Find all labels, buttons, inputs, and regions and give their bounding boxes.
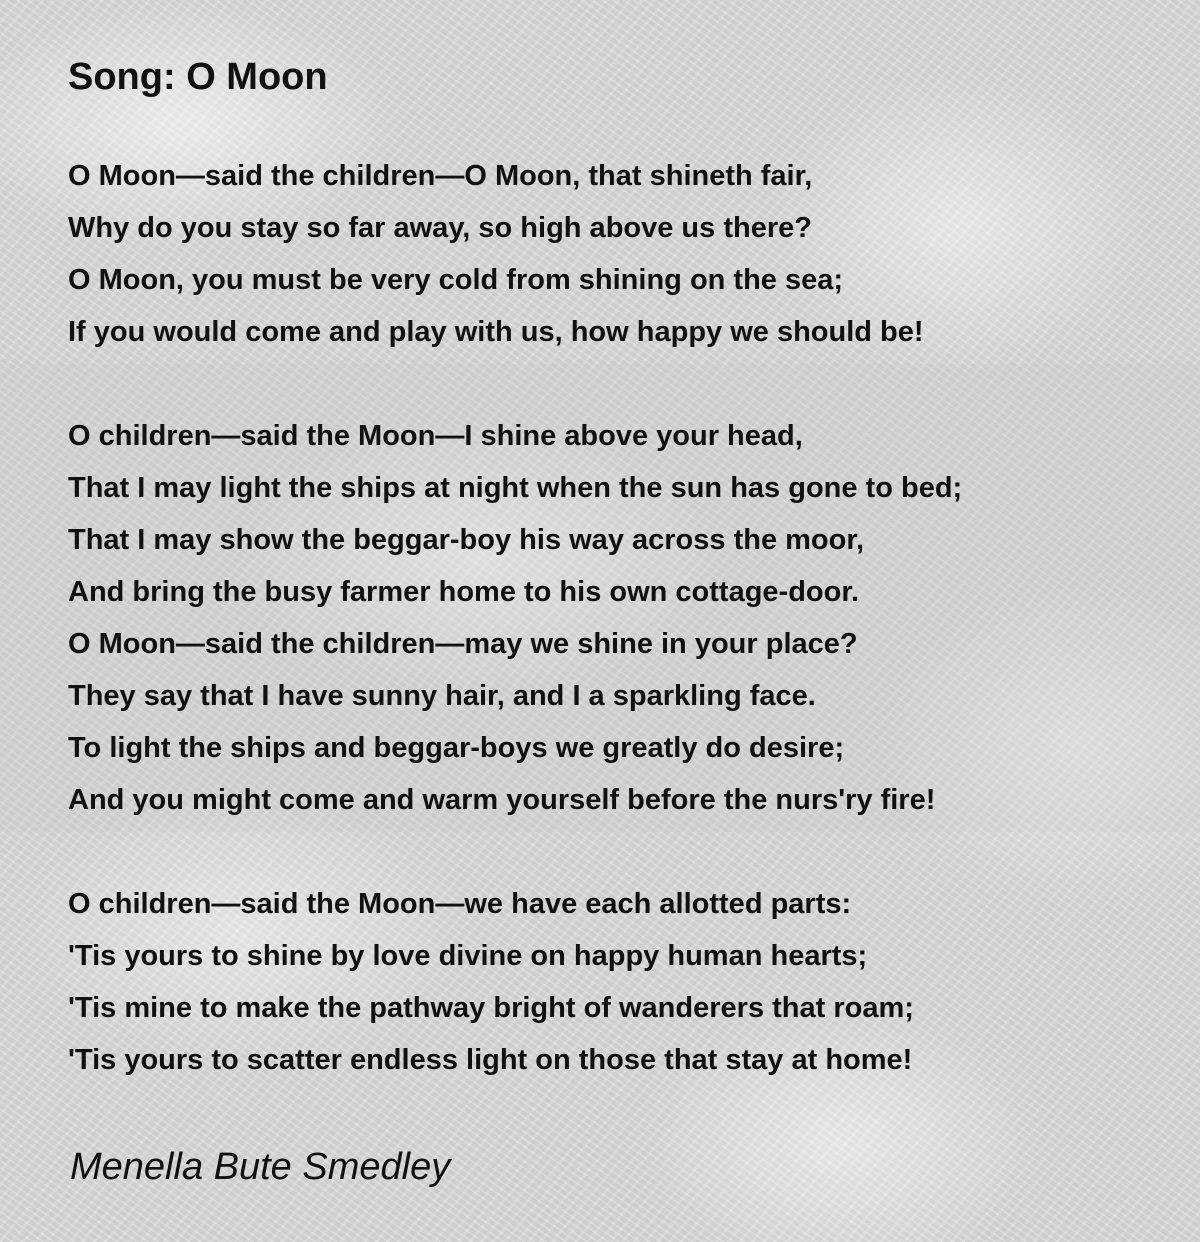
poem-line: They say that I have sunny hair, and I a sparkling face. <box>68 680 816 712</box>
poem-line: 'Tis mine to make the pathway bright of wanderers that roam; <box>68 992 914 1024</box>
poem-line: If you would come and play with us, how happy we should be! <box>68 316 924 348</box>
poem-line: To light the ships and beggar-boys we greatly do desire; <box>68 732 845 764</box>
poem-line: O Moon—said the children—O Moon, that shineth fair, <box>68 160 813 192</box>
poem-line: And you might come and warm yourself before the nurs'ry fire! <box>68 784 936 816</box>
stanza-3 <box>68 878 914 1086</box>
poem-line: Why do you stay so far away, so high above us there? <box>68 212 812 244</box>
stanza-1 <box>68 150 924 358</box>
poem-author: Menella Bute Smedley <box>70 1146 451 1188</box>
poem-line: O children—said the Moon—I shine above your head, <box>68 420 803 452</box>
poem-line: O Moon—said the children—may we shine in your place? <box>68 628 858 660</box>
poem-line: 'Tis yours to shine by love divine on happy human hearts; <box>68 940 868 972</box>
poem-line: 'Tis yours to scatter endless light on those that stay at home! <box>68 1044 913 1076</box>
stanza-2 <box>68 410 962 826</box>
poem-line: That I may show the beggar-boy his way across the moor, <box>68 524 865 556</box>
poem-line: And bring the busy farmer home to his own cottage-door. <box>68 576 860 608</box>
poem-line: O children—said the Moon—we have each allotted parts: <box>68 888 852 920</box>
poem-line: That I may light the ships at night when the sun has gone to bed; <box>68 472 963 504</box>
poem-title: Song: O Moon <box>68 56 328 98</box>
poem-line: O Moon, you must be very cold from shining on the sea; <box>68 264 844 296</box>
